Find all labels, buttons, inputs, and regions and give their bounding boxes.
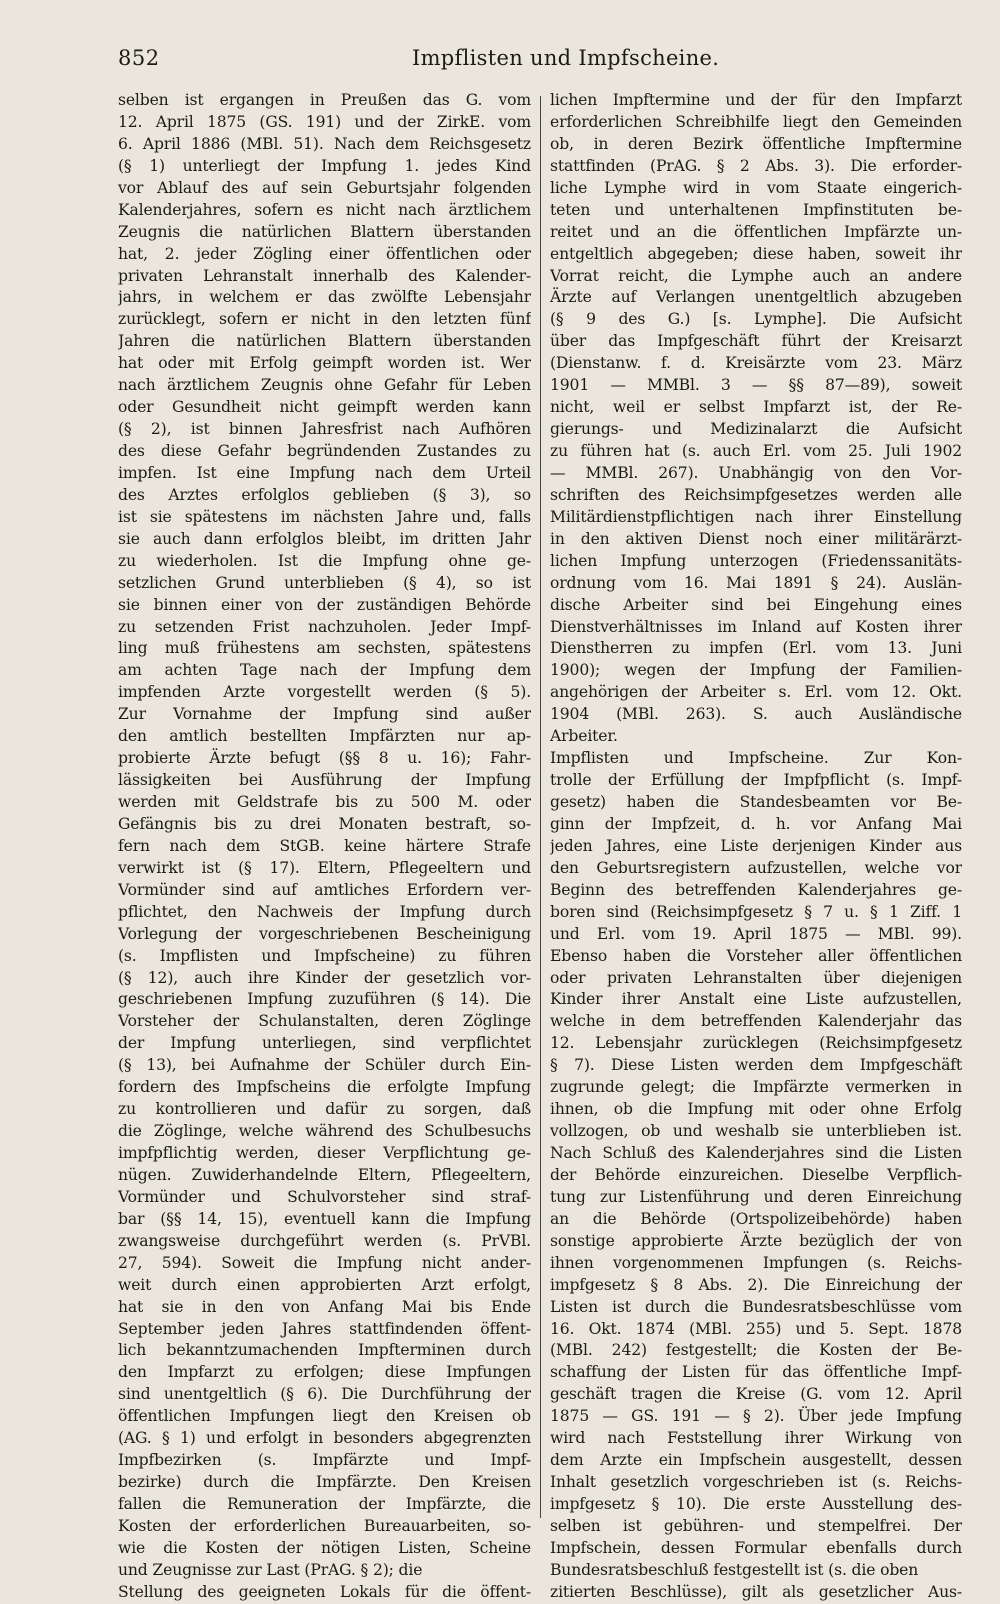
text-line: 27, 594). Soweit die Impfung nicht ander-: [118, 1253, 531, 1272]
text-line: gesetz) haben die Standesbeamten vor Be-: [550, 793, 962, 811]
text-line: der Impfung unterliegen, sind verpflichtet: [118, 1034, 531, 1053]
text-line: vollzogen, ob und weshalb sie unterblieben ist.: [550, 1122, 962, 1141]
text-line: sie binnen einer von der zuständigen Behörde: [118, 595, 531, 614]
text-line: selben ist ergangen in Preußen das G. vom: [118, 91, 531, 109]
text-line: (§ 2), ist binnen Jahresfrist nach Aufhören: [118, 420, 531, 439]
text-line: (Dienstanw. f. d. Kreisärzte vom 23. März: [550, 354, 962, 373]
text-line: fordern des Impfscheins die erfolgte Impfung: [118, 1078, 531, 1097]
text-line: ihnen vorgenommenen Impfungen (s. Reichs-: [550, 1253, 962, 1272]
text-line: fallen die Remuneration der Impfärzte, die: [118, 1495, 531, 1513]
text-line: nach ärztlichem Zeugnis ohne Gefahr für Leben: [118, 376, 531, 395]
text-line: Kalenderjahres, sofern es nicht nach ärztlichem: [118, 200, 531, 219]
text-line: 1900); wegen der Impfung der Familien-: [550, 661, 962, 680]
text-line: teten und unterhaltenen Impfinstituten be-: [550, 200, 962, 219]
text-line: lich bekanntzumachenden Impfterminen durch: [118, 1341, 531, 1360]
text-line: Gefängnis bis zu drei Monaten bestraft, so-: [118, 814, 531, 833]
text-line: gierungs- und Medizinalarzt die Aufsicht: [550, 420, 962, 439]
text-line: Zeugnis die natürlichen Blattern überstanden: [118, 222, 531, 241]
text-line: stattfinden (PrAG. § 2 Abs. 3). Die erforder-: [550, 156, 962, 175]
running-head: Impflisten und Impfscheine.: [412, 46, 720, 70]
left-column: [118, 90, 531, 1604]
text-line: (§ 13), bei Aufnahme der Schüler durch Ein-: [118, 1056, 531, 1075]
text-line: die Zöglinge, welche während des Schulbesuchs: [118, 1122, 531, 1141]
text-line: entgeltlich abgegeben; diese haben, soweit ihr: [550, 244, 962, 263]
text-line: den amtlich bestellten Impfärzten nur ap-: [118, 727, 531, 746]
text-line: 12. April 1875 (GS. 191) und der ZirkE. vom: [118, 112, 531, 131]
text-line: selben ist gebühren- und stempelfrei. Der: [550, 1516, 962, 1535]
text-line: bar (§§ 14, 15), eventuell kann die Impfung: [118, 1209, 531, 1228]
text-line: welche in dem betreffenden Kalenderjahr das: [550, 1012, 962, 1031]
text-line: den Geburtsregistern aufzustellen, welche vor: [550, 858, 962, 877]
text-line: Ärzte auf Verlangen unentgeltlich abzugeben: [550, 288, 962, 307]
text-line: zugrunde gelegt; die Impfärzte vermerken in: [550, 1078, 962, 1097]
text-line: geschäft tragen die Kreise (G. vom 12. April: [550, 1385, 962, 1404]
text-line: (s. Impflisten und Impfscheine) zu führen: [118, 946, 531, 965]
text-line: pflichtet, den Nachweis der Impfung durch: [118, 902, 531, 921]
text-line: sind unentgeltlich (§ 6). Die Durchführung der: [118, 1385, 531, 1404]
text-line: ordnung vom 16. Mai 1891 § 24). Auslän-: [550, 573, 962, 592]
text-line: reitet und an die öffentlichen Impfärzte un-: [550, 222, 962, 241]
text-line: nügen. Zuwiderhandelnde Eltern, Pflegeeltern,: [118, 1165, 531, 1184]
text-line: schaffung der Listen für das öffentliche Impf-: [550, 1363, 962, 1382]
text-line: Ebenso haben die Vorsteher aller öffentlichen: [550, 946, 962, 965]
text-line: impfenden Arzte vorgestellt werden (§ 5).: [118, 683, 531, 702]
text-line: (§ 12), auch ihre Kinder der gesetzlich vor-: [118, 968, 531, 987]
text-line: Bundesratsbeschluß festgestellt ist (s. die oben: [550, 1560, 919, 1579]
text-line: Dienstherren zu impfen (Erl. vom 13. Juni: [550, 639, 962, 658]
text-line: und Zeugnisse zur Last (PrAG. § 2); die: [118, 1560, 423, 1579]
text-line: geschriebenen Impfung zuzuführen (§ 14). Die: [118, 990, 531, 1009]
text-line: des Arztes erfolglos geblieben (§ 3), so: [118, 485, 531, 504]
text-line: 16. Okt. 1874 (MBl. 255) und 5. Sept. 1878: [550, 1319, 962, 1338]
text-line: (AG. § 1) und erfolgt in besonders abgegrenzten: [118, 1429, 531, 1448]
text-line: § 7). Diese Listen werden dem Impfgeschäft: [550, 1056, 962, 1075]
text-line: Nach Schluß des Kalenderjahres sind die Listen: [550, 1144, 962, 1162]
text-line: Impfschein, dessen Formular ebenfalls durch: [550, 1538, 962, 1557]
text-line: Vormünder sind auf amtliches Erfordern ver-: [118, 880, 531, 899]
text-line: zu setzenden Frist nachzuholen. Jeder Impf-: [118, 617, 531, 636]
text-line: 12. Lebensjahr zurücklegen (Reichsimpfgesetz: [550, 1034, 962, 1053]
text-line: der Behörde einzureichen. Dieselbe Verpflich-: [550, 1165, 962, 1184]
text-line: nicht, weil er selbst Impfarzt ist, der Re-: [550, 398, 962, 417]
text-line: wie die Kosten der nötigen Listen, Scheine: [118, 1538, 531, 1557]
text-line: öffentlichen Impfungen liegt den Kreisen ob: [118, 1407, 531, 1426]
text-line: dische Arbeiter sind bei Eingehung eines: [550, 595, 962, 614]
text-line: Vorlegung der vorgeschriebenen Bescheinigung: [118, 924, 531, 943]
text-line: Jahren die natürlichen Blattern überstanden: [118, 332, 531, 351]
text-line: (§ 9 des G.) [s. Lymphe]. Die Aufsicht: [550, 310, 962, 329]
text-line: Listen ist durch die Bundesratsbeschlüsse vom: [550, 1297, 962, 1316]
text-line: den Impfarzt zu erfolgen; diese Impfungen: [118, 1363, 531, 1382]
text-line: ob, in deren Bezirk öffentliche Impftermine: [550, 134, 962, 153]
text-line: Vorrat reicht, die Lymphe auch an andere: [550, 266, 962, 285]
text-line: ist sie spätestens im nächsten Jahre und, falls: [118, 507, 531, 526]
text-line: und Erl. vom 19. April 1875 — MBl. 99).: [550, 924, 962, 943]
text-line: über das Impfgeschäft führt der Kreisarzt: [550, 332, 962, 351]
text-line: oder privaten Lehranstalten über diejenigen: [550, 968, 962, 987]
text-line: trolle der Erfüllung der Impfpflicht (s. Impf-: [550, 771, 962, 790]
text-line: tung zur Listenführung und deren Einreichung: [550, 1187, 962, 1206]
text-line: zwangsweise durchgeführt werden (s. PrVBl.: [118, 1231, 531, 1250]
text-line: zu führen hat (s. auch Erl. vom 25. Juli 1902: [550, 442, 962, 460]
text-line: zitierten Beschlüsse), gilt als gesetzlicher Aus-: [550, 1582, 962, 1601]
text-line: vor Ablauf des auf sein Geburtsjahr folgenden: [118, 178, 531, 197]
text-line: bezirke) durch die Impfärzte. Den Kreisen: [118, 1473, 531, 1492]
text-line: ihnen, ob die Impfung mit oder ohne Erfolg: [550, 1100, 962, 1119]
text-line: des diese Gefahr begründenden Zustandes zu: [118, 442, 531, 460]
text-line: lichen Impfung unterzogen (Friedenssanitäts-: [550, 551, 962, 570]
text-line: erforderlichen Schreibhilfe liegt den Gemeinden: [550, 112, 962, 131]
text-line: Kinder ihrer Anstalt eine Liste aufzustellen,: [550, 990, 962, 1009]
text-line: Vormünder und Schulvorsteher sind straf-: [118, 1187, 531, 1206]
text-line: Zur Vornahme der Impfung sind außer: [118, 705, 531, 724]
text-line: schriften des Reichsimpfgesetzes werden alle: [550, 485, 962, 504]
text-line: Arbeiter.: [550, 727, 618, 746]
text-line: hat sie in den von Anfang Mai bis Ende: [118, 1297, 531, 1316]
text-line: ling muß frühestens am sechsten, spätestens: [118, 639, 531, 658]
text-line: privaten Lehranstalt innerhalb des Kalender-: [118, 266, 531, 285]
text-line: liche Lymphe wird in vom Staate eingerich-: [550, 178, 962, 197]
text-line: 1904 (MBl. 263). S. auch Ausländische: [550, 705, 962, 724]
text-line: am achten Tage nach der Impfung dem: [118, 661, 531, 680]
text-line: sonstige approbierte Ärzte bezüglich der von: [550, 1231, 962, 1250]
text-line: an die Behörde (Ortspolizeibehörde) haben: [550, 1209, 962, 1228]
text-line: September jeden Jahres stattfindenden öffent-: [118, 1319, 531, 1338]
text-line: lässigkeiten bei Ausführung der Impfung: [118, 771, 531, 790]
text-line: impfpflichtig werden, dieser Verpflichtung ge-: [118, 1144, 531, 1162]
text-line: ginn der Impfzeit, d. h. vor Anfang Mai: [550, 814, 962, 833]
text-line: Dienstverhältnisses im Inland auf Kosten ihrer: [550, 617, 962, 636]
text-line: sie auch dann erfolglos bleibt, im dritten Jahr: [118, 529, 531, 548]
text-line: Stellung des geeigneten Lokals für die öffent-: [118, 1582, 531, 1601]
text-line: 1901 — MMBl. 3 — §§ 87—89), soweit: [550, 376, 962, 395]
text-line: dem Arzte ein Impfschein ausgestellt, dessen: [550, 1451, 962, 1470]
text-line: — MMBl. 267). Unabhängig von den Vor-: [550, 463, 962, 482]
text-line: lichen Impftermine und der für den Impfarzt: [550, 91, 962, 109]
text-line: boren sind (Reichsimpfgesetz § 7 u. § 1 Ziff. 1: [550, 902, 962, 921]
page-number: 852: [118, 46, 160, 70]
text-line: zu wiederholen. Ist die Impfung ohne ge-: [118, 551, 531, 570]
text-line: impfgesetz § 10). Die erste Ausstellung des-: [550, 1495, 962, 1513]
text-line: verwirkt ist (§ 17). Eltern, Pflegeeltern und: [118, 858, 531, 877]
text-line: 1875 — GS. 191 — § 2). Über jede Impfung: [550, 1407, 962, 1426]
text-line: zurücklegt, sofern er nicht in den letzten fünf: [118, 310, 531, 329]
column-divider: [540, 96, 541, 1518]
text-line: setzlichen Grund unterblieben (§ 4), so ist: [118, 573, 531, 592]
text-line: wird nach Feststellung ihrer Wirkung von: [550, 1429, 962, 1448]
text-line: Beginn des betreffenden Kalenderjahres ge-: [550, 880, 962, 899]
text-line: Militärdienstpflichtigen nach ihrer Einstellung: [550, 507, 962, 526]
text-line: jeden Jahres, eine Liste derjenigen Kinder aus: [550, 836, 962, 855]
text-line: werden mit Geldstrafe bis zu 500 M. oder: [118, 793, 531, 811]
text-line: probierte Ärzte befugt (§§ 8 u. 16); Fahr-: [118, 749, 531, 768]
text-line: angehörigen der Arbeiter s. Erl. vom 12. Okt.: [550, 683, 962, 702]
right-column: [550, 90, 962, 1604]
text-line: (MBl. 242) festgestellt; die Kosten der Be-: [550, 1341, 962, 1360]
text-line: jahrs, in welchem er das zwölfte Lebensjahr: [118, 288, 531, 307]
text-line: fern nach dem StGB. keine härtere Strafe: [118, 836, 531, 855]
text-line: oder Gesundheit nicht geimpft werden kann: [118, 398, 531, 417]
text-line: Kosten der erforderlichen Bureauarbeiten, so-: [118, 1516, 531, 1535]
text-line: impfgesetz § 8 Abs. 2). Die Einreichung der: [550, 1275, 962, 1294]
text-line: weit durch einen approbierten Arzt erfolgt,: [118, 1275, 531, 1294]
text-line: zu kontrollieren und dafür zu sorgen, daß: [118, 1100, 531, 1119]
text-line: Vorsteher der Schulanstalten, deren Zöglinge: [118, 1012, 531, 1031]
text-line: 6. April 1886 (MBl. 51). Nach dem Reichsgesetz: [118, 134, 531, 153]
text-line: hat oder mit Erfolg geimpft worden ist. Wer: [118, 354, 531, 373]
text-line: Impfbezirken (s. Impfärzte und Impf-: [118, 1451, 531, 1470]
text-line: hat, 2. jeder Zögling einer öffentlichen oder: [118, 244, 531, 263]
text-line: in den aktiven Dienst noch einer militärärzt-: [550, 529, 962, 548]
text-line: Impflisten und Impfscheine. Zur Kon-: [550, 749, 962, 768]
text-line: impfen. Ist eine Impfung nach dem Urteil: [118, 463, 531, 482]
text-line: Inhalt gesetzlich vorgeschrieben ist (s. Reichs-: [550, 1473, 962, 1492]
text-line: (§ 1) unterliegt der Impfung 1. jedes Kind: [118, 156, 531, 175]
